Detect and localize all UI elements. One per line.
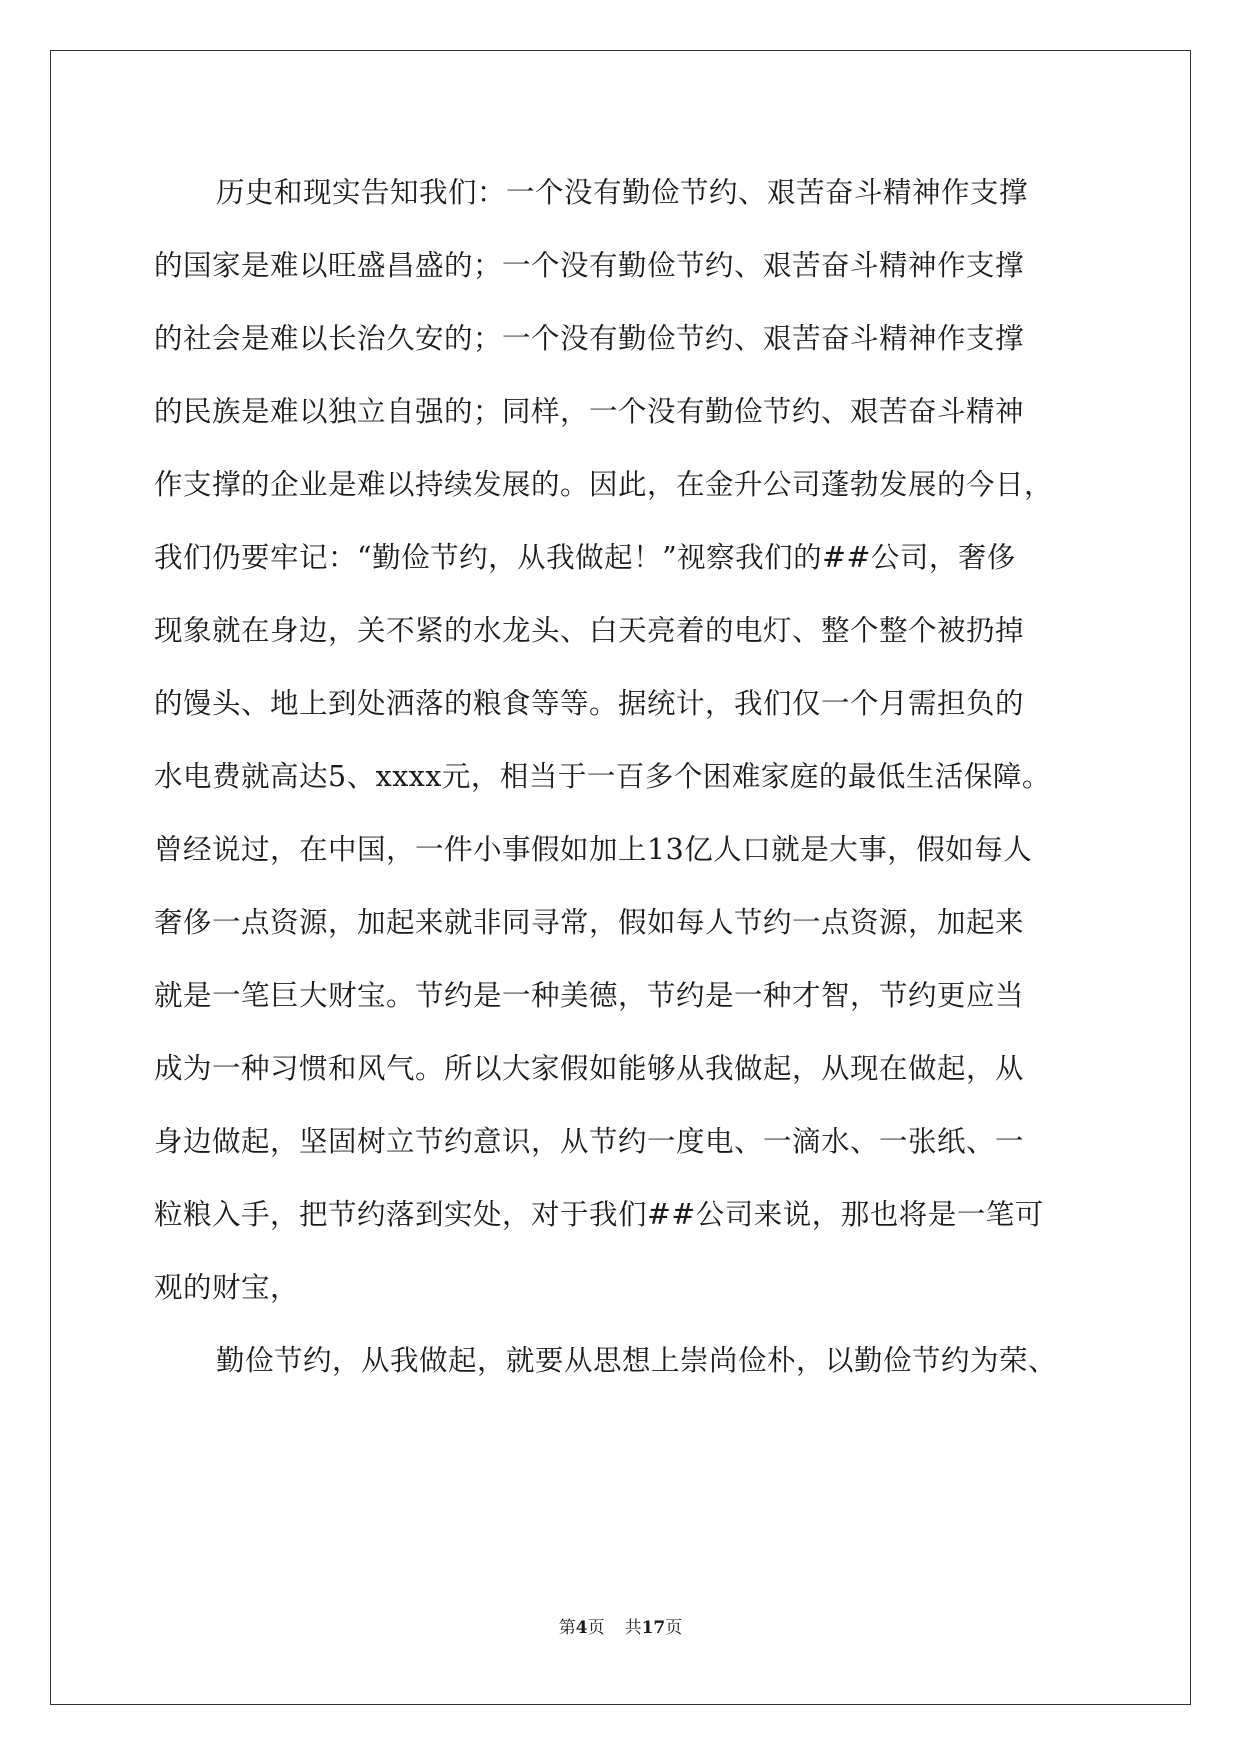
text-line: 我们仍要牢记：“勤俭节约，从我做起！”视察我们的##公司，奢侈 xyxy=(154,541,1016,574)
text-line: 奢侈一点资源，加起来就非同寻常，假如每人节约一点资源，加起来 xyxy=(154,906,1025,939)
page-suffix: 页 xyxy=(587,1618,605,1638)
total-pages: 17 xyxy=(641,1618,666,1638)
text-line: 水电费就高达5、xxxx元，相当于一百多个困难家庭的最低生活保障。 xyxy=(154,760,1051,793)
text-line: 现象就在身边，关不紧的水龙头、白天亮着的电灯、整个整个被扔掉 xyxy=(154,614,1025,647)
text-line: 身边做起，坚固树立节约意识，从节约一度电、一滴水、一张纸、一 xyxy=(154,1125,1025,1158)
page-footer xyxy=(0,1616,1241,1640)
text-line: 的国家是难以旺盛昌盛的；一个没有勤俭节约、艰苦奋斗精神作支撑 xyxy=(154,249,1025,282)
text-line: 曾经说过，在中国，一件小事假如加上13亿人口就是大事，假如每人 xyxy=(154,833,1033,866)
page-prefix: 第 xyxy=(558,1618,576,1638)
text-line: 历史和现实告知我们：一个没有勤俭节约、艰苦奋斗精神作支撑 xyxy=(216,176,1029,209)
text-line: 观的财宝， xyxy=(154,1271,300,1304)
text-line: 粒粮入手，把节约落到实处，对于我们##公司来说，那也将是一笔可 xyxy=(154,1198,1044,1231)
total-prefix: 共 xyxy=(624,1618,642,1638)
document-body xyxy=(154,164,1094,1405)
text-line: 的馒头、地上到处洒落的粮食等等。据统计，我们仅一个月需担负的 xyxy=(154,687,1025,720)
text-line: 的民族是难以独立自强的；同样，一个没有勤俭节约、艰苦奋斗精神 xyxy=(154,395,1025,428)
text-line: 勤俭节约，从我做起，就要从思想上崇尚俭朴，以勤俭节约为荣、 xyxy=(216,1344,1058,1377)
page-current: 4 xyxy=(575,1618,588,1638)
total-suffix: 页 xyxy=(665,1618,683,1638)
text-line: 的社会是难以长治久安的；一个没有勤俭节约、艰苦奋斗精神作支撑 xyxy=(154,322,1025,355)
text-line: 成为一种习惯和风气。所以大家假如能够从我做起，从现在做起，从 xyxy=(154,1052,1025,1085)
text-line: 就是一笔巨大财宝。节约是一种美德，节约是一种才智，节约更应当 xyxy=(154,979,1025,1012)
text-line: 作支撑的企业是难以持续发展的。因此，在金升公司蓬勃发展的今日， xyxy=(154,468,1054,501)
